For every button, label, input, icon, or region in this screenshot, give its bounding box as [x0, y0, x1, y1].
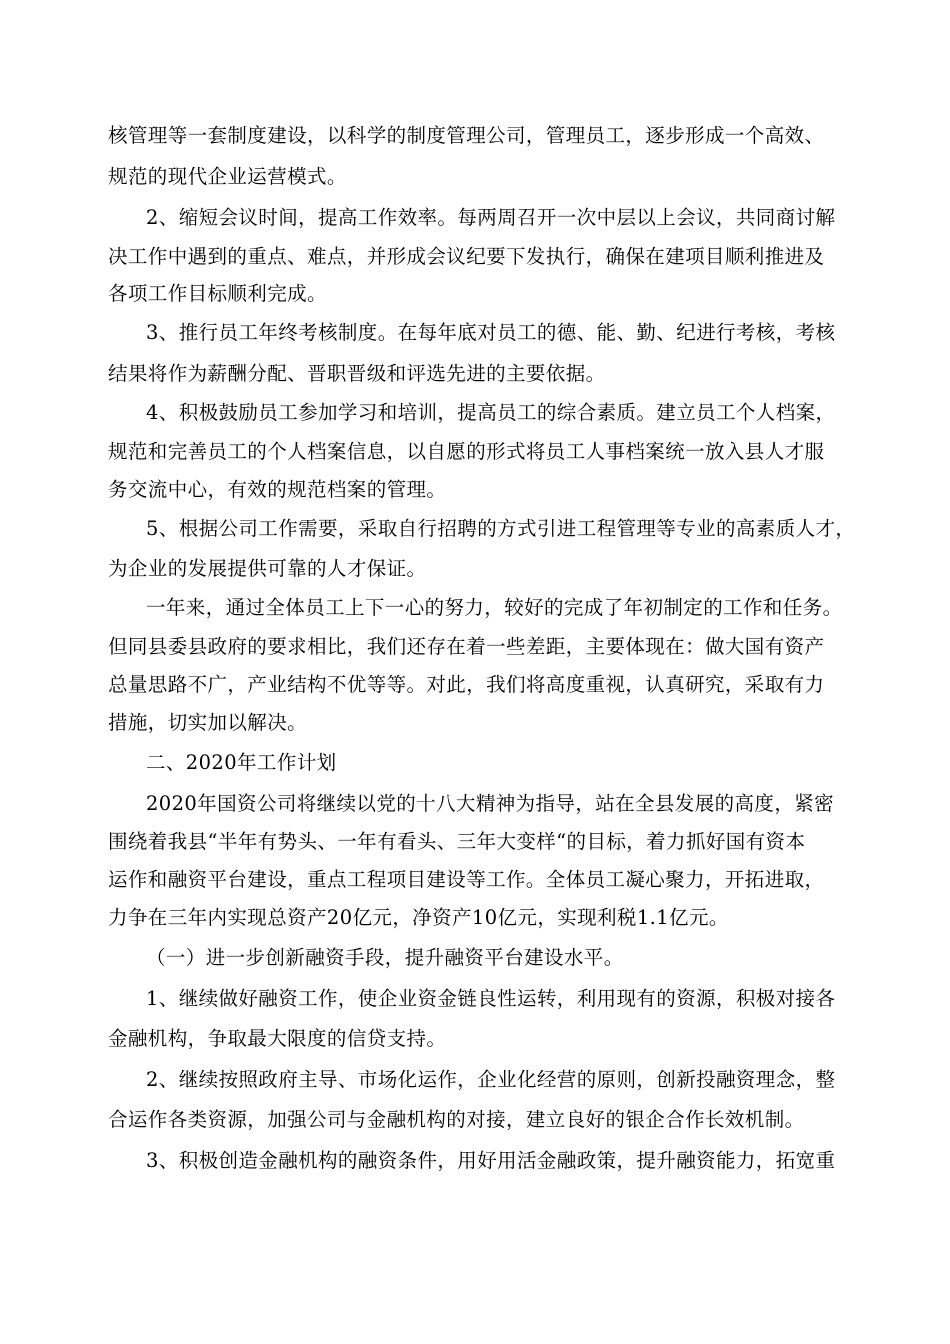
text-line: 规范的现代企业运营模式。	[108, 165, 347, 188]
text-line: 2020年国资公司将继续以党的十八大精神为指导，站在全县发展的高度，紧密	[146, 792, 835, 815]
text-line: 务交流中心，有效的规范档案的管理。	[108, 478, 447, 501]
text-line: 3、积极创造金融机构的融资条件，用好用活金融政策，提升融资能力，拓宽重	[146, 1149, 836, 1172]
text-line: 金融机构，争取最大限度的信贷支持。	[108, 1027, 447, 1050]
text-line: 2、缩短会议时间，提高工作效率。每两周召开一次中层以上会议，共同商讨解	[146, 206, 836, 229]
text-line: 运作和融资平台建设，重点工程项目建设等工作。全体员工凝心聚力，开拓进取，	[108, 868, 825, 891]
text-line: 2、继续按照政府主导、市场化运作，企业化经营的原则，创新投融资理念，整	[146, 1068, 836, 1091]
text-line: 一年来，通过全体员工上下一心的努力，较好的完成了年初制定的工作和任务。	[146, 596, 843, 619]
text-line: 围绕着我县“半年有势头、一年有看头、三年大变样“的目标，着力抓好国有资本	[108, 830, 806, 853]
text-line: 措施，切实加以解决。	[108, 711, 308, 734]
text-line: 结果将作为薪酬分配、晋职晋级和评选先进的主要依据。	[108, 362, 606, 385]
text-line: 各项工作目标顺利完成。	[108, 282, 327, 305]
text-line: 但同县委县政府的要求相比，我们还存在着一些差距，主要体现在：做大国有资产	[108, 635, 825, 658]
section-heading: 二、2020年工作计划	[146, 751, 337, 774]
text-line: 决工作中遇到的重点、难点，并形成会议纪要下发执行，确保在建项目顺利推进及	[108, 245, 825, 268]
text-line: 合运作各类资源，加强公司与金融机构的对接，建立良好的银企合作长效机制。	[108, 1108, 805, 1131]
text-line: 力争在三年内实现总资产20亿元，净资产10亿元，实现利税1.1亿元。	[108, 906, 729, 929]
text-line: 总量思路不广，产业结构不优等等。对此，我们将高度重视，认真研究，采取有力	[108, 673, 825, 696]
text-line: 4、积极鼓励员工参加学习和培训，提高员工的综合素质。建立员工个人档案，	[146, 401, 836, 424]
subsection-heading: （一）进一步创新融资手段，提升融资平台建设水平。	[146, 946, 624, 969]
text-line: 5、根据公司工作需要，采取自行招聘的方式引进工程管理等专业的高素质人才，	[146, 517, 856, 540]
text-line: 为企业的发展提供可靠的人才保证。	[108, 557, 427, 580]
text-line: 核管理等一套制度建设，以科学的制度管理公司，管理员工，逐步形成一个高效、	[108, 124, 825, 147]
text-line: 规范和完善员工的个人档案信息，以自愿的形式将员工人事档案统一放入县人才服	[108, 440, 825, 463]
text-line: 3、推行员工年终考核制度。在每年底对员工的德、能、勤、纪进行考核，考核	[146, 321, 836, 344]
text-line: 1、继续做好融资工作，使企业资金链良性运转，利用现有的资源，积极对接各	[146, 987, 836, 1010]
